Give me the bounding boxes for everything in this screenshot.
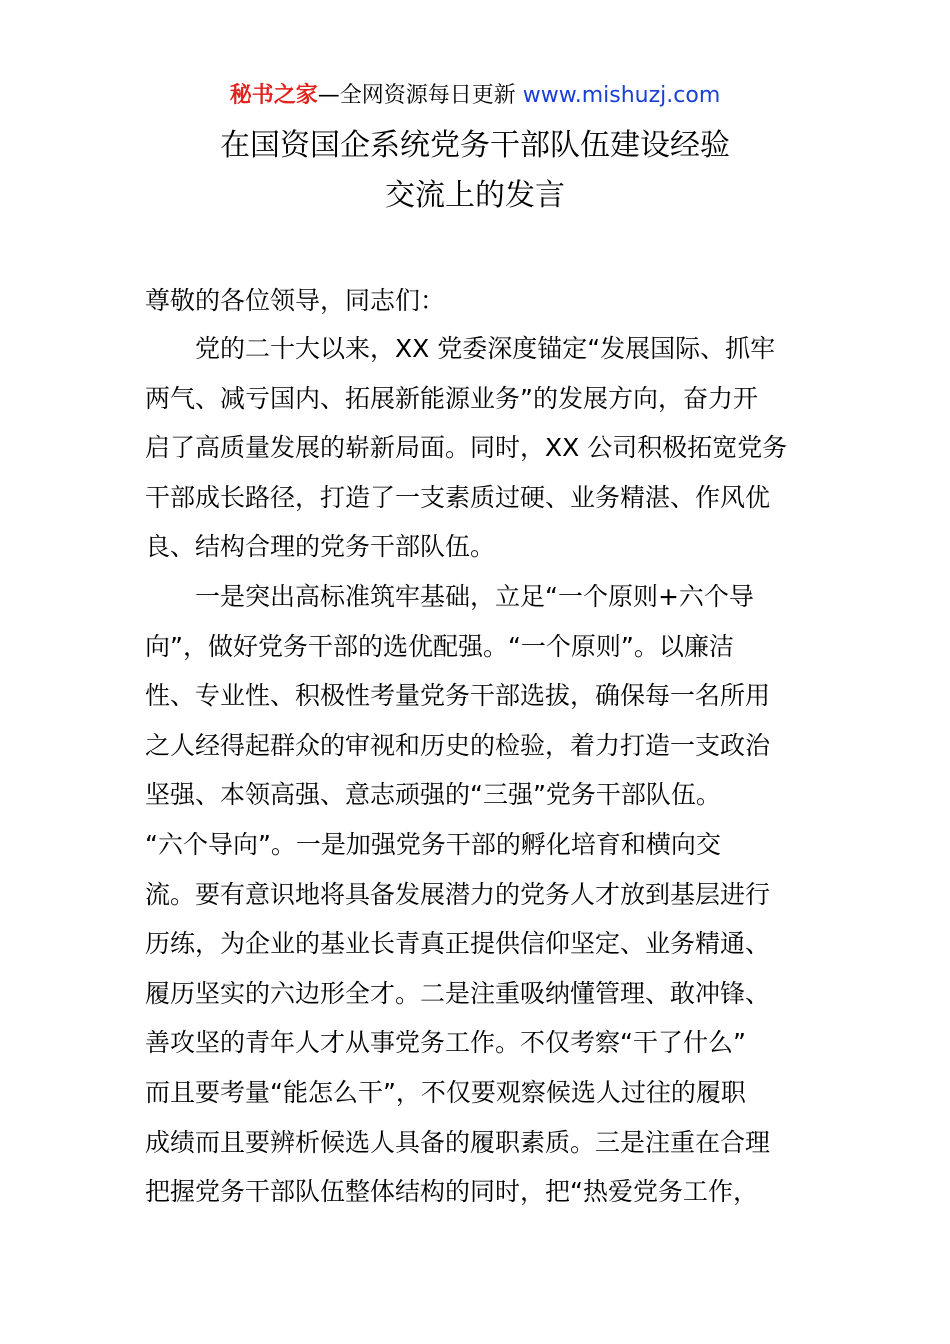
text-line: 善攻坚的青年人才从事党务工作。不仅考察“干了什么” [145,1028,746,1058]
text-line: 干部成长路径，打造了一支素质过硬、业务精湛、作风优 [145,482,771,512]
document-title-line-1: 在国资国企系统党务干部队伍建设经验 [220,128,730,163]
site-header [0,80,950,112]
text-line: 党的二十大以来，XX 党委深度锚定“发展国际、抓牢 [145,334,776,363]
text-line: 成绩而且要辨析候选人具备的履职素质。三是注重在合理 [145,1127,771,1157]
salutation: 尊敬的各位领导，同志们： [145,286,446,315]
text-line: 向”，做好党务干部的选优配强。“一个原则”。以廉洁 [145,631,734,661]
header-tagline: —全网资源每日更新 [317,83,516,108]
text-line: 坚强、本领高强、意志顽强的“三强”党务干部队伍。 [145,780,721,810]
text-line: 而且要考量“能怎么干”，不仅要观察候选人过往的履职 [145,1077,746,1107]
text-line: 流。要有意识地将具备发展潜力的党务人才放到基层进行 [145,879,771,909]
brand-name: 秘书之家 [229,83,318,108]
text-line: 启了高质量发展的崭新局面。同时，XX 公司积极拓宽党务 [145,433,788,463]
text-line: 把握党务干部队伍整体结构的同时，把“热爱党务工作， [145,1177,758,1207]
text-line: 性、专业性、积极性考量党务干部选拔，确保每一名所用 [145,681,771,711]
body-paragraphs [145,324,810,1217]
text-line: 两气、减亏国内、拓展新能源业务”的发展方向，奋力开 [145,383,758,413]
text-line: 历练，为企业的基业长青真正提供信仰坚定、业务精通、 [145,929,771,959]
text-line: “六个导向”。一是加强党务干部的孵化培育和横向交 [145,829,721,859]
text-line: 一是突出高标准筑牢基础，立足“一个原则+六个导 [145,581,754,611]
text-line: 良、结构合理的党务干部队伍。 [145,532,496,562]
text-line: 履历坚实的六边形全才。二是注重吸纳懂管理、敢冲锋、 [145,978,771,1008]
document-title-line-2: 交流上的发言 [385,178,565,213]
header-url-link[interactable]: www.mishuzj.com [522,83,721,108]
text-line: 之人经得起群众的审视和历史的检验，着力打造一支政治 [145,730,771,760]
